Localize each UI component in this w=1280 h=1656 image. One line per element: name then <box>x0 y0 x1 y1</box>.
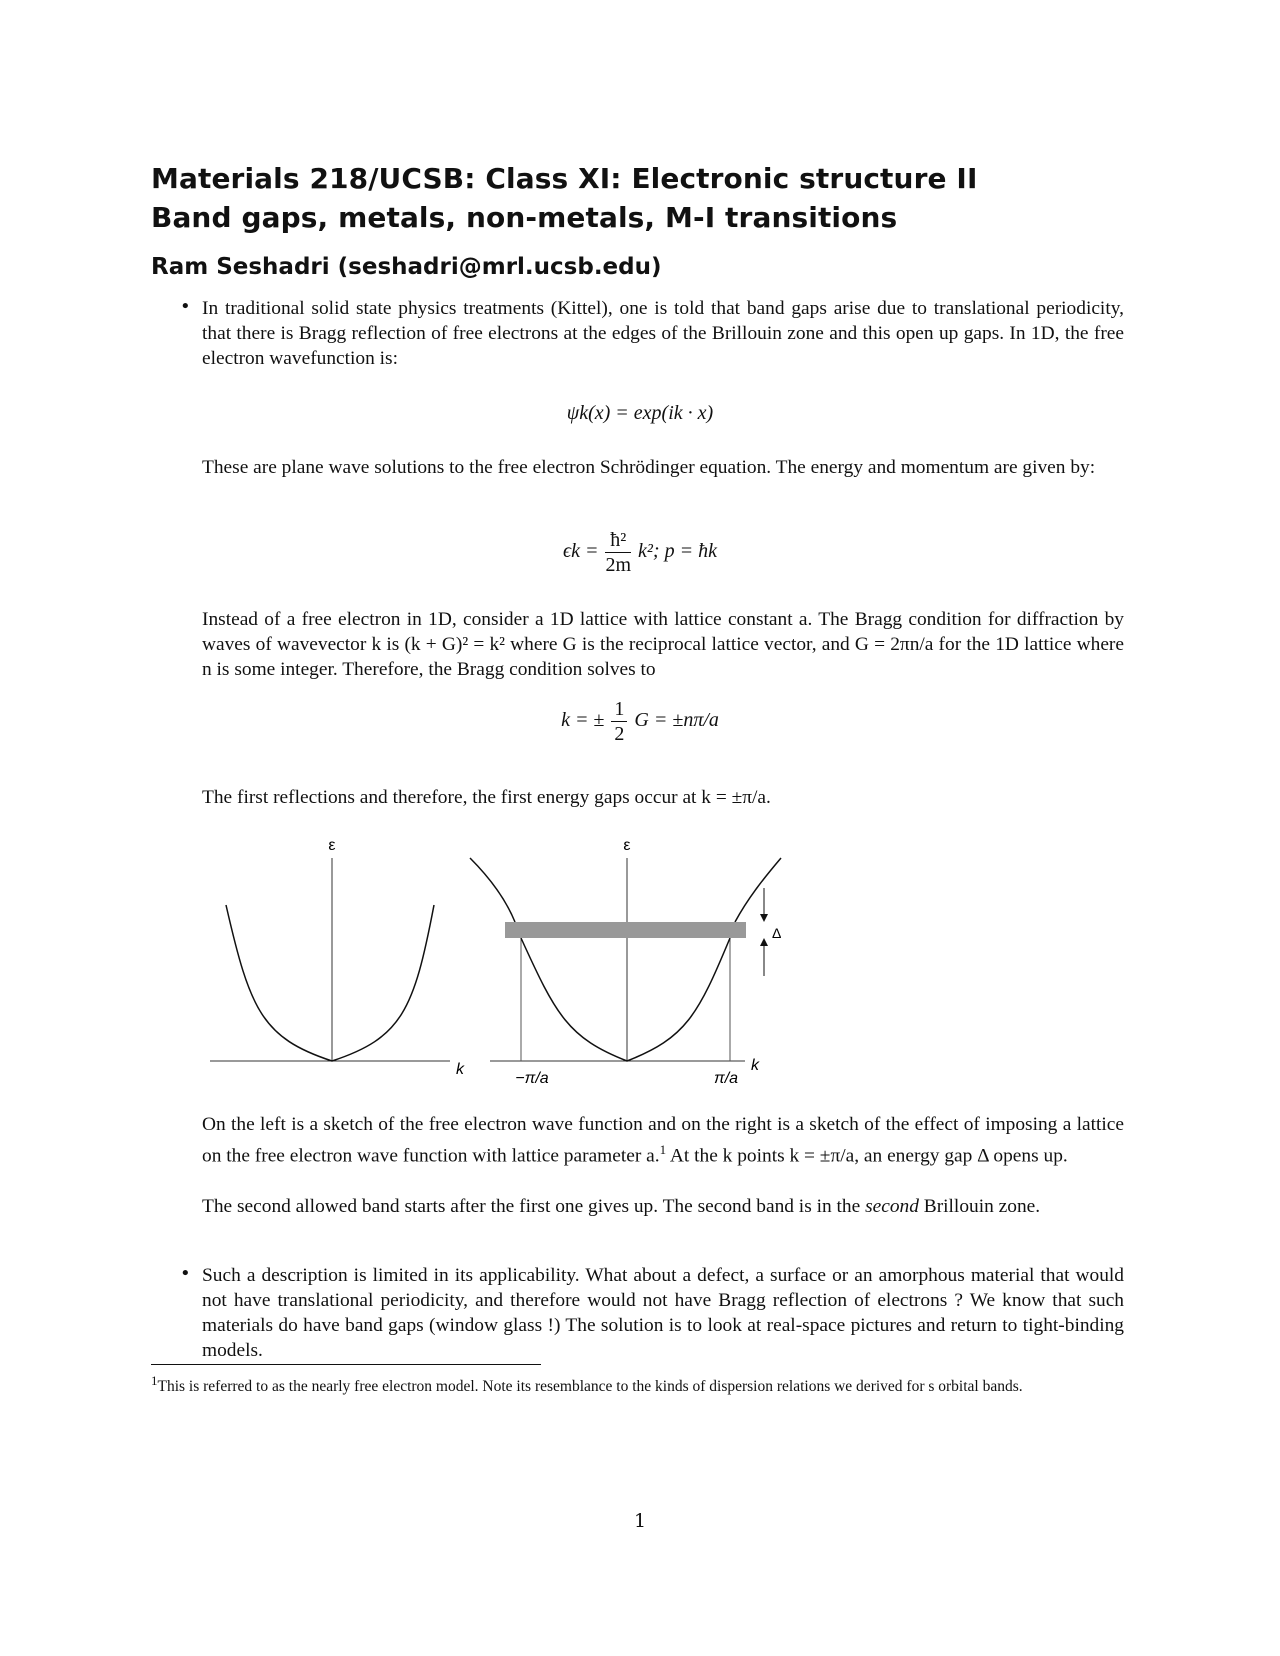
footnote-mark-ref: 1 <box>659 1142 667 1157</box>
equation-wavefunction: ψk(x) = exp(ik · x) <box>566 402 714 424</box>
eq2-rhs: k²; p = ħk <box>638 540 717 563</box>
bullet-1: • <box>180 296 191 317</box>
footnote-rule <box>151 1364 541 1365</box>
left-dispersion-curve <box>226 905 434 1061</box>
gap-arrow-top-head <box>760 914 768 922</box>
upper-band-left-curve <box>470 858 515 922</box>
p6-text-b: Brillouin zone. <box>918 1196 1041 1217</box>
gap-arrow-bottom-head <box>760 938 768 946</box>
paragraph-plane-wave: These are plane wave solutions to the free electron Schrödinger equation. The energy and momentum are given by: <box>202 457 1096 478</box>
title-line-1: Materials 218/UCSB: Class XI: Electronic structure II <box>151 162 978 195</box>
right-energy-label: ε <box>623 837 631 854</box>
eq3-numerator: 1 <box>611 697 627 722</box>
pos-boundary-label: π/a <box>713 1070 739 1087</box>
eq2-lhs: ϵk = <box>563 540 599 563</box>
eq2-denominator: 2m <box>605 554 632 576</box>
p5-text: On the left is a sketch of the free electron wave function and on the right is a sketch of the effect of imposing a lattice on the free electron wave function with lattice parameter a. <box>202 1114 1124 1167</box>
p5-continuation: At the k points k = ±π/a, an energy gap Δ opens up. <box>666 1145 1068 1167</box>
lower-band-curve <box>521 938 730 1061</box>
eq3-rhs: G = ±nπ/a <box>634 709 719 732</box>
p6-emphasis: second <box>865 1196 919 1217</box>
neg-boundary-label: −π/a <box>515 1070 549 1087</box>
footnote-text: This is referred to as the nearly free electron model. Note its resemblance to the kinds of dispersion relations we derived for s orbital bands. <box>157 1378 1023 1396</box>
bullet-2: • <box>180 1263 191 1284</box>
gap-label: Δ <box>772 925 782 941</box>
right-k-label: k <box>751 1057 759 1074</box>
eq2-numerator: ħ² <box>605 528 631 553</box>
paragraph-bragg: Instead of a free electron in 1D, consider a 1D lattice with lattice constant a. The Bragg condition for diffraction by waves of wavevector k is (k + G)² = k² where G is the reciprocal lattice vector, and G = 2πn/a for the 1D lattice where n is some integer. Therefore, the Bragg condition solves to <box>202 609 1124 680</box>
left-energy-label: ε <box>328 837 336 854</box>
paragraph-second-band <box>202 1194 1124 1219</box>
eq3-lhs: k = ± <box>561 709 605 732</box>
paragraph-first-gaps: The first reflections and therefore, the first energy gaps occur at k = ±π/a. <box>202 787 771 808</box>
author-line: Ram Seshadri (seshadri@mrl.ucsb.edu) <box>151 254 662 280</box>
eq3-denominator: 2 <box>614 723 625 745</box>
band-gap-bar <box>505 922 746 938</box>
title-line-2: Band gaps, metals, non-metals, M-I transitions <box>151 201 898 234</box>
left-k-label: k <box>456 1061 464 1078</box>
footnote-mark: 1 <box>151 1373 158 1388</box>
p6-text-a: The second allowed band starts after the first one gives up. The second band is in the <box>202 1196 866 1217</box>
footnote <box>151 1371 1124 1397</box>
paragraph-figure-caption <box>202 1112 1124 1168</box>
paragraph-intro: In traditional solid state physics treatments (Kittel), one is told that band gaps arise due to translational periodicity, that there is Bragg reflection of free electrons at the edges of the Brillouin zone and this open up gaps. In 1D, the free electron wavefunction is: <box>202 298 1124 369</box>
paragraph-limitations: Such a description is limited in its applicability. What about a defect, a surface or an amorphous material that would not have translational periodicity, and therefore would not have Bragg reflection of electrons ? We know that such materials do have band gaps (window glass !) The solution is to look at real-space pictures and return to tight-binding models. <box>202 1265 1124 1361</box>
page-number: 1 <box>633 1510 647 1532</box>
upper-band-right-curve <box>735 858 781 922</box>
